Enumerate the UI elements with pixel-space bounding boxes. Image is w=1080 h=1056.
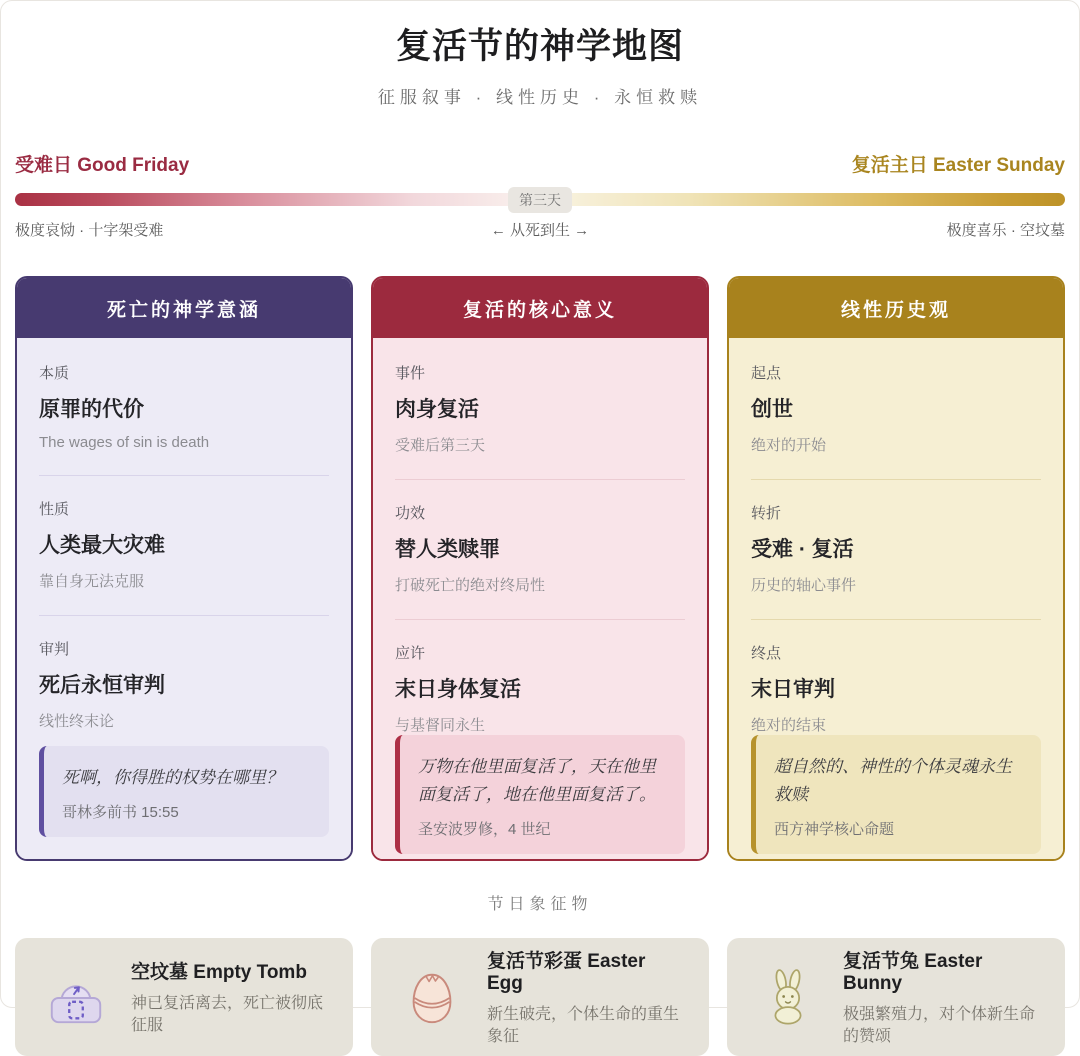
card-section — [751, 502, 1041, 595]
section-label: 审判 — [39, 641, 70, 658]
symbol-title: 复活节兔 Easter Bunny — [843, 950, 983, 994]
card-history-header: 线性历史观 — [729, 278, 1063, 338]
section-title: 替人类赎罪 — [395, 538, 500, 561]
card-death-header: 死亡的神学意涵 — [17, 278, 351, 338]
timeline — [15, 150, 1065, 240]
quote-text: 超自然的、神性的个体灵魂永生救赎 — [774, 757, 1012, 805]
timeline-right-label: 复活主日 Easter Sunday — [851, 155, 1065, 176]
symbol-title: 复活节彩蛋 Easter Egg — [487, 950, 646, 994]
section-title: 肉身复活 — [395, 398, 479, 421]
section-divider — [39, 475, 329, 476]
timeline-bar-wrap — [15, 193, 1065, 206]
card-death-theology — [15, 276, 353, 861]
symbol-desc: 神已复活离去，死亡被彻底征服 — [131, 994, 324, 1034]
section-title: 末日身体复活 — [395, 678, 521, 701]
card-resurrection-body — [373, 338, 707, 861]
symbol-text — [487, 946, 685, 1049]
section-title: 死后永恒审判 — [39, 674, 165, 697]
section-desc: 打破死亡的绝对终局性 — [395, 577, 546, 594]
card-section — [39, 638, 329, 731]
quote-box — [751, 735, 1041, 854]
quote-text: 死啊，你得胜的权势在哪里？ — [62, 767, 283, 787]
quote-source: 圣安波罗修，4 世纪 — [418, 821, 551, 839]
section-title: 受难 · 复活 — [751, 538, 854, 561]
symbol-desc: 极强繁殖力，对个体新生命的赞颂 — [843, 1005, 1036, 1045]
section-divider — [39, 615, 329, 616]
quote-box — [39, 746, 329, 837]
symbol-text — [843, 946, 1041, 1049]
section-desc: 受难后第三天 — [395, 437, 486, 454]
section-label: 转折 — [751, 505, 782, 522]
section-desc: The wages of sin is death — [39, 434, 210, 451]
symbol-desc: 新生破壳，个体生命的重生象征 — [487, 1005, 680, 1045]
card-history-body — [729, 338, 1063, 861]
symbol-card-easter-egg — [371, 938, 709, 1056]
section-desc: 历史的轴心事件 — [751, 577, 857, 594]
card-section — [39, 362, 329, 451]
timeline-captions — [15, 219, 1065, 240]
symbol-card-empty-tomb — [15, 938, 353, 1056]
symbol-title: 空坟墓 Empty Tomb — [131, 961, 307, 983]
section-label: 起点 — [751, 365, 782, 382]
quote-source: 哥林多前书 15:55 — [62, 804, 179, 821]
page-title: 复活节的神学地图 — [395, 27, 684, 66]
section-desc: 与基督同永生 — [395, 717, 486, 734]
section-desc: 线性终末论 — [39, 713, 115, 730]
section-label: 应许 — [395, 645, 426, 662]
card-resurrection-header: 复活的核心意义 — [373, 278, 707, 338]
section-title: 人类最大灾难 — [39, 534, 165, 557]
section-label: 本质 — [39, 365, 70, 382]
page-subtitle: 征服叙事 · 线性历史 · 永恒救赎 — [377, 88, 703, 107]
section-divider — [395, 479, 685, 480]
card-section — [751, 362, 1041, 455]
timeline-center-caption: ← 从死到生 → — [490, 222, 590, 239]
symbols-row — [15, 938, 1065, 1056]
section-title: 创世 — [751, 398, 793, 421]
card-resurrection-meaning — [371, 276, 709, 861]
theology-cards-row — [15, 276, 1065, 861]
timeline-right-caption: 极度喜乐 · 空坟墓 — [946, 222, 1065, 239]
quote-text: 万物在他里面复活了，天在他里面复活了，地在他里面复活了。 — [418, 757, 656, 805]
section-label: 终点 — [751, 645, 782, 662]
card-section — [395, 642, 685, 735]
section-divider — [751, 619, 1041, 620]
timeline-labels — [15, 150, 1065, 177]
card-section — [39, 498, 329, 591]
easter-bunny-icon — [757, 966, 819, 1028]
section-label: 性质 — [39, 501, 70, 518]
section-desc: 绝对的开始 — [751, 437, 827, 454]
quote-box — [395, 735, 685, 854]
card-linear-history — [727, 276, 1065, 861]
timeline-badge: 第三天 — [508, 187, 572, 213]
section-label: 功效 — [395, 505, 426, 522]
quote-source: 西方神学核心命题 — [774, 821, 895, 839]
card-section — [395, 362, 685, 455]
symbols-heading: 节日象征物 — [487, 896, 593, 913]
card-section — [395, 502, 685, 595]
section-desc: 绝对的结束 — [751, 717, 827, 734]
section-divider — [395, 619, 685, 620]
section-desc: 靠自身无法克服 — [39, 573, 145, 590]
card-section — [751, 642, 1041, 735]
symbol-text — [131, 957, 329, 1038]
card-death-body — [17, 338, 351, 859]
easter-egg-icon — [401, 966, 463, 1028]
section-title: 原罪的代价 — [39, 398, 144, 421]
section-label: 事件 — [395, 365, 426, 382]
timeline-left-caption: 极度哀恸 · 十字架受难 — [15, 222, 164, 239]
empty-tomb-icon — [45, 966, 107, 1028]
section-title: 末日审判 — [751, 678, 835, 701]
section-divider — [751, 479, 1041, 480]
timeline-left-label: 受难日 Good Friday — [15, 155, 190, 176]
symbol-card-easter-bunny — [727, 938, 1065, 1056]
